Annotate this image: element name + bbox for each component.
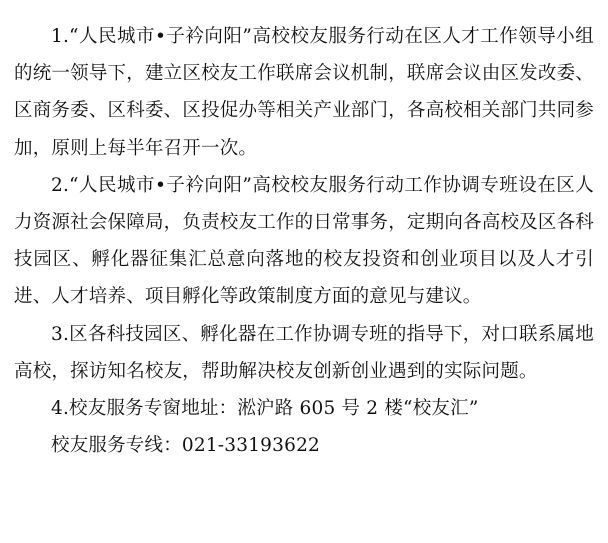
paragraph-3: 3.区各科技园区、孵化器在工作协调专班的指导下，对口联系属地高校，探访知名校友，帮助解决校友创新创业遇到的实际问题。 — [14, 323, 594, 382]
service-hotline: 校友服务专线：021-33193622 — [51, 435, 321, 457]
document-body — [14, 18, 594, 464]
service-window-address: 4.校友服务专窗地址：淞沪路 605 号 2 楼“校友汇” — [51, 398, 479, 420]
paragraph-2: 2.“人民城市•子衿向阳”高校校友服务行动工作协调专班设在区人力资源社会保障局，负责校友工作的日常事务，定期向各高校及区各科技园区、孵化器征集汇总意向落地的校友投资和创业项目以及人才引进、人才培养、项目孵化等政策制度方面的意见与建议。 — [14, 174, 594, 308]
paragraph-1: 1.“人民城市•子衿向阳”高校校友服务行动在区人才工作领导小组的统一领导下，建立区校友工作联席会议机制，联席会议由区发改委、区商务委、区科委、区投促办等相关产业部门，各高校相关部门共同参加，原则上每半年召开一次。 — [14, 26, 594, 159]
